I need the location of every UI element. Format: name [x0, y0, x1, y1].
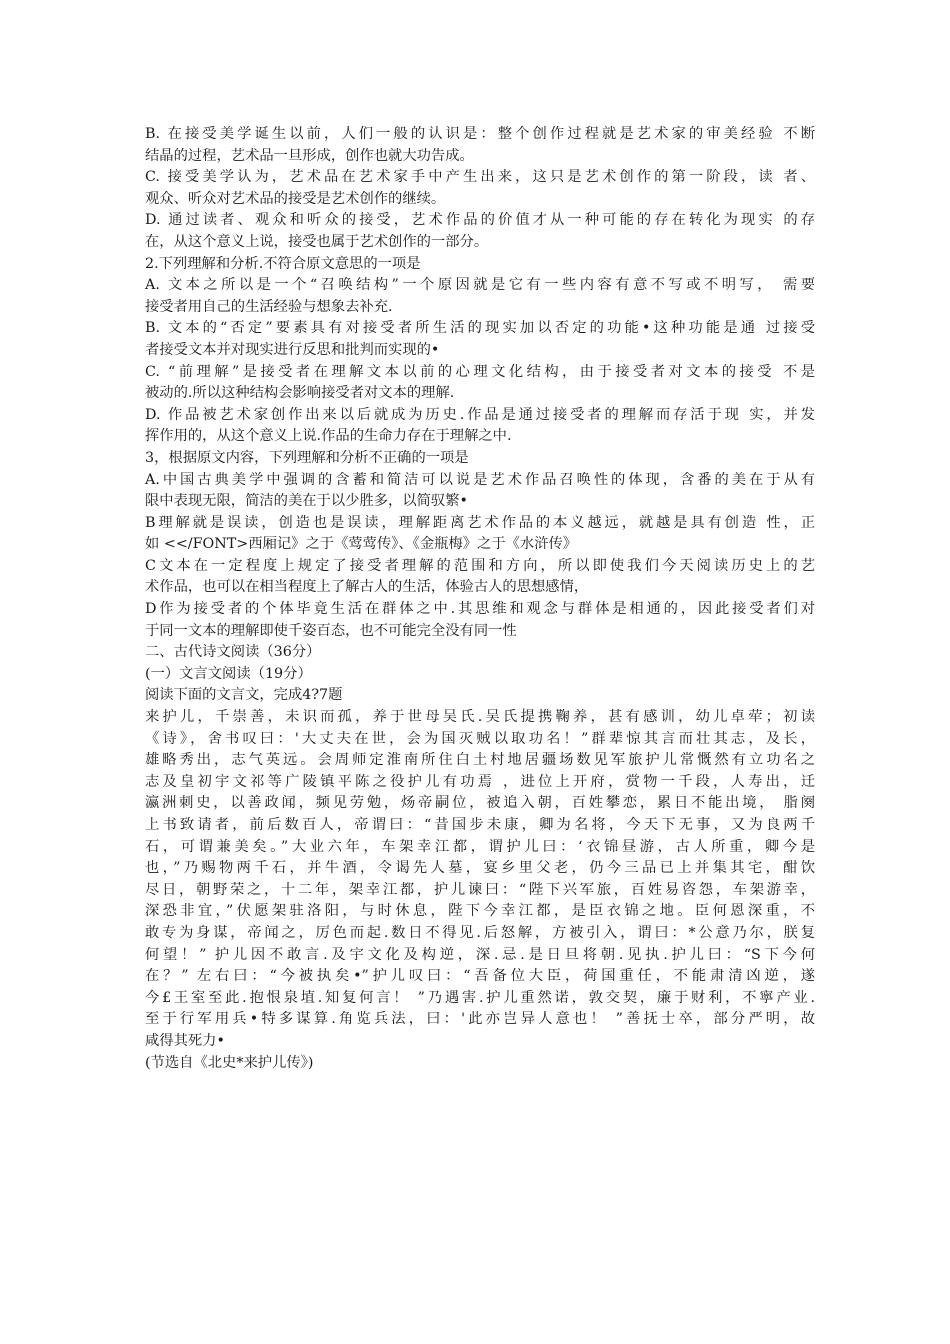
text-line: 被动的.所以这种结构会影响接受者对文本的理解. — [145, 385, 455, 402]
text-line: A. 文本之所以是一个“召唤结构”一个原因就是它有一些内容有意不写或不明写， 需要 — [145, 277, 815, 294]
text-line: 敢专为身谋，帝闻之，厉色而起.数日不得见.后怒解，方被引入，谓曰：*公意乃尔，朕复 — [145, 924, 815, 941]
text-line: (一）文言文阅读（19分） — [145, 665, 312, 682]
text-line: D作为接受者的个体毕竟生活在群体之中.其思维和观念与群体是相通的，因此接受者们对 — [145, 601, 815, 618]
text-line: 瀛洲刺史，以善政闻，频见劳勉，炀帝嗣位，被追入朝，百姓攀恋，累日不能出境， 脂阕 — [145, 795, 815, 812]
text-line: (节选自《北史*来护儿传》) — [145, 1054, 314, 1071]
text-line: 雄略秀出，志气英远。会周师定淮南所住白土村地居疆场数见军旅护儿常慨然有立功名之 — [145, 752, 815, 769]
text-line: 术作品，也可以在相当程度上了解古人的生活，体验古人的思想感情， — [145, 579, 589, 596]
text-line: C. 接受美学认为，艺术品在艺术家手中产生出来，这只是艺术创作的第一阶段，读 者、 — [145, 169, 815, 186]
text-line: 上书致请者，前后数百人，帝谓曰：“昔国步未康，卿为名将，今天下无事，又为良两千 — [145, 817, 815, 833]
text-line: 阅读下面的文言文，完成4?7题 — [145, 687, 343, 704]
text-line: 二、古代诗文阅读（36分） — [145, 644, 321, 661]
text-line: 志及皇初宇文祁等广陵镇平陈之役护儿有功焉 ，进位上开府，赏物一千段，人寿出，迁 — [145, 773, 815, 790]
text-line: 来护儿，千崇善，未识而孤，养于世母吴氏.吴氏提携鞠养，甚有感训，幼儿卓荦；初读 — [145, 709, 815, 726]
text-line: 于同一文本的理解即使千姿百态，也不可能完全没有同一性 — [145, 622, 517, 639]
text-line: B理解就是误读，创造也是误读，理解距离艺术作品的本义越远，就越是具有创造 性，正 — [145, 514, 815, 531]
text-line: 接受者用自己的生活经验与想象去补充. — [145, 298, 393, 315]
text-line: 在？” 左右曰：“今被执矣•”护儿叹曰：“吾备位大臣，荷国重任，不能肃清凶逆，遂 — [145, 968, 815, 985]
text-line: D. 通过读者、观众和听众的接受，艺术作品的价值才从一种可能的存在转化为现实 的存 — [145, 212, 815, 229]
text-line: B. 文本的“否定”要素具有对接受者所生活的现实加以否定的功能•这种功能是通 过接受 — [145, 320, 815, 337]
text-line: 何望！” 护儿因不敢言.及宇文化及构逆，深.忌.是日旦将朝.见执.护儿曰：“S下今何 — [145, 946, 815, 963]
text-line: C文本在一定程度上规定了接受者理解的范围和方向，所以即使我们今天阅读历史上的艺 — [145, 557, 815, 574]
text-line: 在，从这个意义上说，接受也属于艺术创作的一部分。 — [145, 233, 489, 250]
text-line: 也，”乃赐物两千石，并牛酒，令谒先人墓，宴乡里父老，仍今三品已上并集其宅，酣饮 — [145, 860, 815, 877]
text-line: 3，根据原文内容，下列理解和分析不正确的一项是 — [145, 449, 469, 466]
text-line: 至于行军用兵•特多谋算.角览兵法，曰：'此亦岂异人意也！ ”善抚士卒，部分严明，故 — [145, 1011, 815, 1028]
text-line: 尽日，朝野荣之，十二年，架幸江都，护儿谏曰：“陛下兴军旅，百姓易咨怨，车架游幸， — [145, 881, 815, 898]
text-line: 结晶的过程，艺术品一旦形成，创作也就大功告成。 — [145, 147, 474, 164]
text-line: 深恐非宜，”伏愿架驻洛阳，与时休息，陛下今幸江都，是臣衣锦之地。臣何恩深重，不 — [145, 903, 815, 920]
text-line: 者接受文本并对现实进行反思和批判而实现的• — [145, 341, 440, 358]
text-line: 石，可谓兼美矣。”大业六年，车架幸江都，谓护儿曰：‘衣锦昼游，古人所重，卿今是 — [145, 838, 815, 855]
text-line: 挥作用的，从这个意义上说.作品的生命力存在于理解之中. — [145, 428, 512, 445]
text-line: 限中表现无限，简洁的美在于以少胜多，以简驭繁• — [145, 493, 468, 510]
text-line: D. 作品被艺术家创作出来以后就成为历史.作品是通过接受者的理解而存活于现 实，并发 — [145, 406, 815, 423]
text-line: 观众、听众对艺术品的接受是艺术创作的继续。 — [145, 190, 446, 207]
text-line: B. 在接受美学诞生以前，人们一般的认识是：整个创作过程就是艺术家的审美经验 不断 — [145, 126, 815, 142]
text-line: 如 <</FONT>西厢记》之于《莺莺传》、《金瓶梅》之于《水浒传》 — [145, 536, 578, 553]
text-line: C. “前理解”是接受者在理解文本以前的心理文化结构，由于接受者对文本的接受 不是 — [145, 363, 815, 380]
text-line: 《诗》，舍书叹曰：'大丈夫在世，会为国灭贼以取功名！”群辈惊其言而壮其志，及长， — [145, 730, 815, 747]
text-line: 今£王室至此.抱恨泉埴.知复何言！ ”乃遇害.护儿重然诺，敦交契，廉于财利，不寧产业. — [145, 989, 815, 1006]
document-page — [145, 124, 815, 1074]
text-line: 咸得其死力• — [145, 1032, 225, 1049]
text-line: A.中国古典美学中强调的含蓄和简洁可以说是艺术作品召唤性的体现，含番的美在于从有 — [145, 471, 815, 488]
text-line: 2.下列理解和分析.不符合原文意思的一项是 — [145, 255, 421, 272]
